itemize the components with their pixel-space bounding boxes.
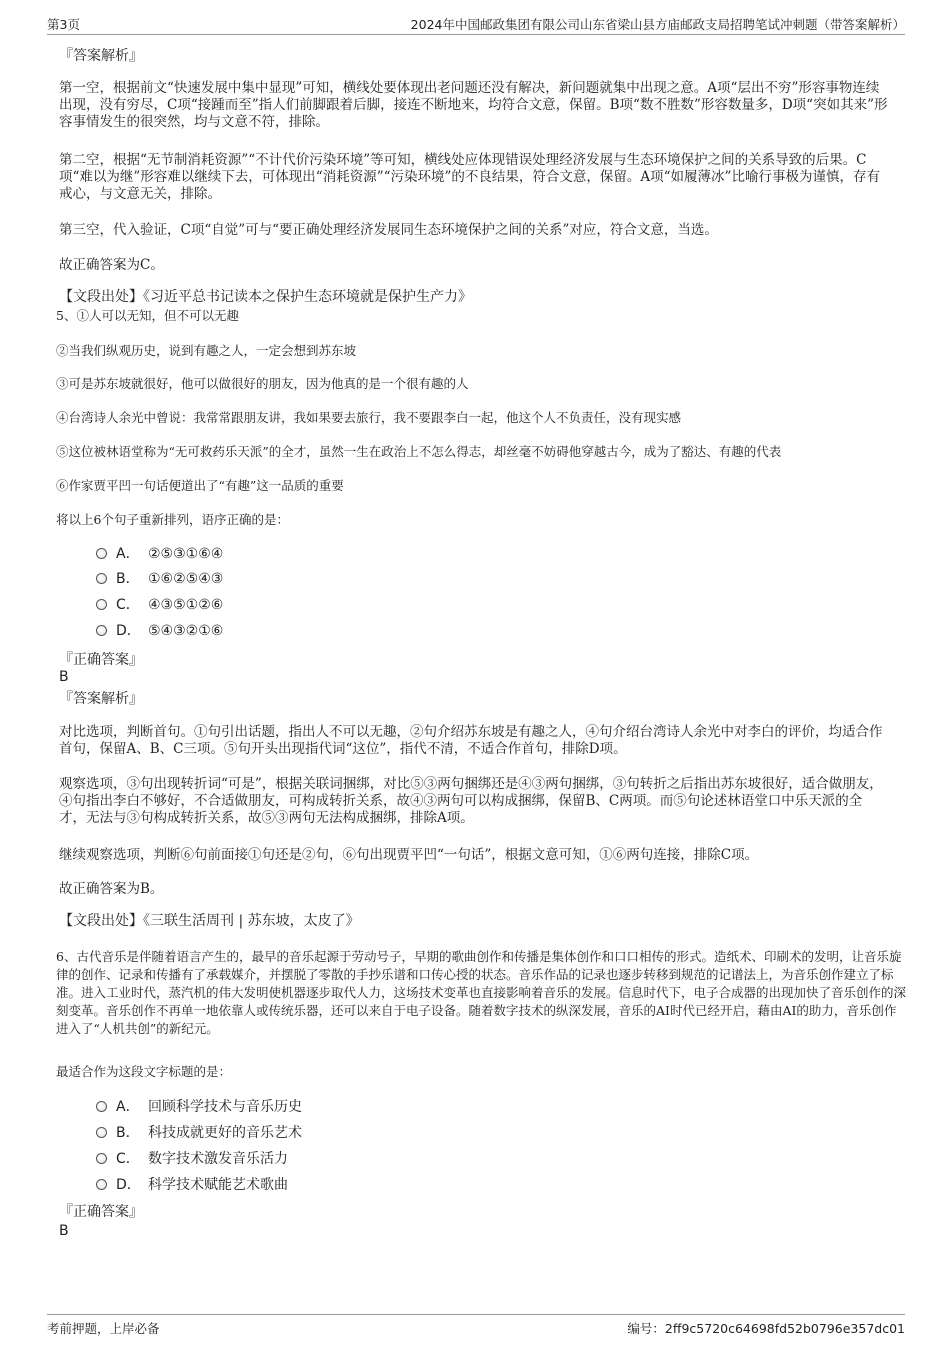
correct-answer-label: 『正确答案』 bbox=[59, 1204, 143, 1220]
analysis-paragraph: 第二空，根据“无节制消耗资源”“不计代价污染环境”等可知，横线处应体现错误处理经济发展与生态环境保护之间的关系导致的后果。C项“难以为继”形容难以继续下去，可体现出“消耗资源”“污染环境”的不良结果，符合文意，保留。A项“如履薄冰”比喻行事极为谨慎，存有戒心，与文意无关，排除。 bbox=[59, 152, 880, 202]
radio-icon[interactable] bbox=[96, 599, 107, 610]
sentence-item: ⑥作家贾平凹一句话便道出了“有趣”这一品质的重要 bbox=[56, 478, 344, 493]
document-title: 2024年中国邮政集团有限公司山东省梁山县方庙邮政支局招聘笔试冲刺题（带答案解析） bbox=[410, 17, 905, 32]
document-id: 编号：2ff9c5720c64698fd52b0796e357dc01 bbox=[627, 1321, 905, 1336]
sentence-item: 5、①人可以无知，但不可以无趣 bbox=[56, 308, 239, 323]
radio-icon[interactable] bbox=[96, 1101, 107, 1112]
correct-answer-label: 『正确答案』 bbox=[59, 652, 143, 668]
sentence-item: ②当我们纵观历史，说到有趣之人，一定会想到苏东坡 bbox=[56, 343, 357, 358]
analysis-paragraph: 对比选项，判断首句。①句引出话题，指出人不可以无趣，②句介绍苏东坡是有趣之人，④句介绍台湾诗人余光中对李白的评价，均适合作首句，保留A、B、C三项。⑤句开头出现指代词“这位”，指代不清，不适合作首句，排除D项。 bbox=[59, 724, 883, 757]
footer-slogan: 考前押题，上岸必备 bbox=[47, 1321, 160, 1336]
option-d[interactable]: D． ⑤④③②①⑥ bbox=[96, 621, 223, 641]
option-a[interactable]: A． ②⑤③①⑥④ bbox=[96, 544, 223, 564]
sentence-item: ⑤这位被林语堂称为“无可救药乐天派”的全才，虽然一生在政治上不怎么得志，却丝毫不妨碍他穿越古今，成为了豁达、有趣的代表 bbox=[56, 444, 782, 459]
correct-answer: B bbox=[59, 1223, 69, 1239]
page-number: 第3页 bbox=[47, 17, 80, 32]
radio-icon[interactable] bbox=[96, 625, 107, 636]
analysis-paragraph: 观察选项，③句出现转折词“可是”，根据关联词捆绑，对比⑤③两句捆绑还是④③两句捆绑，③句转折之后指出苏东坡很好，适合做朋友，④句指出李白不够好，不合适做朋友，可构成转折关系，故④③两句可以构成捆绑，保留B、C两项。而⑤句论述林语堂口中乐天派的全才，无法与③句构成转折关系，故⑤③两句无法构成捆绑，排除A项。 bbox=[59, 776, 883, 826]
page-header bbox=[47, 12, 905, 35]
page-footer bbox=[47, 1314, 905, 1337]
source-citation: 【文段出处】《三联生活周刊 | 苏东坡，太皮了》 bbox=[59, 913, 360, 929]
sentence-item: ③可是苏东坡就很好，他可以做很好的朋友，因为他真的是一个很有趣的人 bbox=[56, 376, 469, 391]
analysis-label: 『答案解析』 bbox=[59, 691, 143, 707]
question-prompt: 最适合作为这段文字标题的是： bbox=[56, 1064, 232, 1079]
analysis-paragraph: 继续观察选项，判断⑥句前面接①句还是②句，⑥句出现贾平凹“一句话”，根据文意可知，①⑥两句连接，排除C项。 bbox=[59, 847, 759, 863]
question-passage: 6、古代音乐是伴随着语言产生的，最早的音乐起源于劳动号子，早期的歌曲创作和传播是集体创作和口口相传的形式。造纸术、印刷术的发明，让音乐旋律的创作、记录和传播有了承载媒介，并摆脱了零散的手抄乐谱和口传心授的状态。音乐作品的记录也逐步转移到规范的记谱法上，为音乐创作建立了标准。进入工业时代，蒸汽机的伟大发明使机器逐步取代人力，这场技术变革也直接影响着音乐的发展。信息时代下，电子合成器的出现加快了音乐创作的深刻变革。音乐创作不再单一地依靠人或传统乐器，还可以来自于电子设备。随着数字技术的纵深发展，音乐的AI时代已经开启，藉由AI的助力，音乐创作进入了“人机共创”的新纪元。 bbox=[56, 949, 907, 1036]
option-d[interactable]: D． 科学技术赋能艺术歌曲 bbox=[96, 1175, 288, 1195]
source-citation: 【文段出处】《习近平总书记读本之保护生态环境就是保护生产力》 bbox=[59, 289, 472, 305]
option-c[interactable]: C． 数字技术激发音乐活力 bbox=[96, 1149, 288, 1169]
option-b[interactable]: B． ①⑥②⑤④③ bbox=[96, 569, 223, 589]
sentence-item: ④台湾诗人余光中曾说：我常常跟朋友讲，我如果要去旅行，我不要跟李白一起，他这个人不负责任，没有现实感 bbox=[56, 410, 682, 425]
question-prompt: 将以上6个句子重新排列，语序正确的是： bbox=[56, 512, 289, 527]
radio-icon[interactable] bbox=[96, 1153, 107, 1164]
analysis-conclusion: 故正确答案为C。 bbox=[59, 257, 164, 273]
radio-icon[interactable] bbox=[96, 548, 107, 559]
option-c[interactable]: C． ④③⑤①②⑥ bbox=[96, 595, 223, 615]
radio-icon[interactable] bbox=[96, 573, 107, 584]
correct-answer: B bbox=[59, 669, 69, 685]
radio-icon[interactable] bbox=[96, 1127, 107, 1138]
analysis-paragraph: 第三空，代入验证，C项“自觉”可与“要正确处理经济发展同生态环境保护之间的关系”对应，符合文意，当选。 bbox=[59, 222, 718, 238]
analysis-paragraph: 第一空，根据前文“快速发展中集中显现”可知，横线处要体现出老问题还没有解决，新问题就集中出现之意。A项“层出不穷”形容事物连续出现，没有穷尽，C项“接踵而至”指人们前脚跟着后脚，接连不断地来，均符合文意，保留。B项“数不胜数”形容数量多，D项“突如其来”形容事情发生的很突然，均与文意不符，排除。 bbox=[59, 80, 888, 130]
option-a[interactable]: A． 回顾科学技术与音乐历史 bbox=[96, 1097, 302, 1117]
option-b[interactable]: B． 科技成就更好的音乐艺术 bbox=[96, 1123, 302, 1143]
analysis-conclusion: 故正确答案为B。 bbox=[59, 881, 164, 897]
analysis-label: 『答案解析』 bbox=[59, 48, 143, 64]
radio-icon[interactable] bbox=[96, 1179, 107, 1190]
